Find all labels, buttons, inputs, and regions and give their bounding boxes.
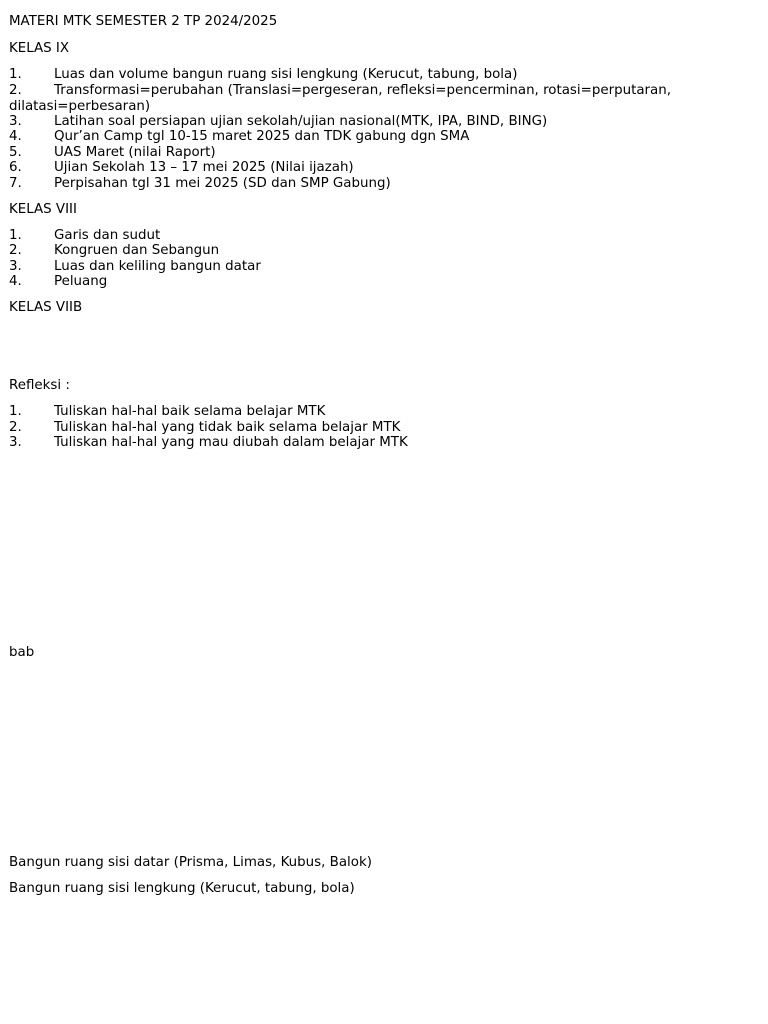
list-item-text: Peluang [54, 274, 108, 289]
list-item [9, 145, 754, 161]
kelas-viii-heading: KELAS VIII [9, 202, 77, 217]
list-item-text: Latihan soal persiapan ujian sekolah/ujian nasional(MTK, IPA, BIND, BING) [54, 114, 548, 129]
list-item-text: Transformasi=perubahan (Translasi=pergeseran, refleksi=pencerminan, rotasi=perputaran, dilatasi=perbesaran) [9, 83, 671, 114]
list-item [9, 274, 754, 290]
list-item-number: 4. [9, 129, 22, 144]
refleksi-heading: Refleksi : [9, 378, 70, 393]
list-item-number: 6. [9, 160, 22, 175]
list-item-number: 5. [9, 145, 22, 160]
list-item [9, 404, 754, 420]
kelas-ix-heading: KELAS IX [9, 41, 70, 56]
list-item-text: Tuliskan hal-hal baik selama belajar MTK [54, 404, 326, 419]
list-item-text: Luas dan keliling bangun datar [54, 259, 261, 274]
list-item-text: UAS Maret (nilai Raport) [54, 145, 216, 160]
list-item [9, 243, 754, 259]
list-item [9, 114, 754, 130]
list-item-text: Ujian Sekolah 13 – 17 mei 2025 (Nilai ijazah) [54, 160, 354, 175]
list-item [9, 83, 754, 114]
bangun-ruang-sisi-datar-text: Bangun ruang sisi datar (Prisma, Limas, Kubus, Balok) [9, 855, 372, 870]
list-item-number: 1. [9, 404, 22, 419]
document-title: MATERI MTK SEMESTER 2 TP 2024/2025 [9, 14, 278, 29]
list-item-text: Kongruen dan Sebangun [54, 243, 220, 258]
list-item [9, 129, 754, 145]
list-item [9, 259, 754, 275]
list-item-number: 4. [9, 274, 22, 289]
list-item-text: Garis dan sudut [54, 228, 161, 243]
list-item-text: Tuliskan hal-hal yang mau diubah dalam belajar MTK [54, 435, 408, 450]
list-item [9, 176, 754, 192]
list-item [9, 435, 754, 451]
list-item [9, 67, 754, 83]
kelas-viib-heading: KELAS VIIB [9, 300, 83, 315]
list-item-number: 2. [9, 243, 22, 258]
list-item-number: 1. [9, 228, 22, 243]
list-item-text: Tuliskan hal-hal yang tidak baik selama belajar MTK [54, 420, 401, 435]
list-item [9, 420, 754, 436]
list-item-number: 2. [9, 83, 22, 98]
list-item-number: 3. [9, 259, 22, 274]
list-item-number: 2. [9, 420, 22, 435]
list-item-number: 3. [9, 114, 22, 129]
list-item [9, 228, 754, 244]
list-item-text: Qur’an Camp tgl 10-15 maret 2025 dan TDK gabung dgn SMA [54, 129, 470, 144]
list-item [9, 160, 754, 176]
list-item-number: 1. [9, 67, 22, 82]
list-item-number: 7. [9, 176, 22, 191]
list-item-number: 3. [9, 435, 22, 450]
list-item-text: Perpisahan tgl 31 mei 2025 (SD dan SMP Gabung) [54, 176, 391, 191]
list-item-text: Luas dan volume bangun ruang sisi lengkung (Kerucut, tabung, bola) [54, 67, 518, 82]
bab-text: bab [9, 645, 35, 660]
bangun-ruang-sisi-lengkung-text: Bangun ruang sisi lengkung (Kerucut, tabung, bola) [9, 881, 355, 896]
